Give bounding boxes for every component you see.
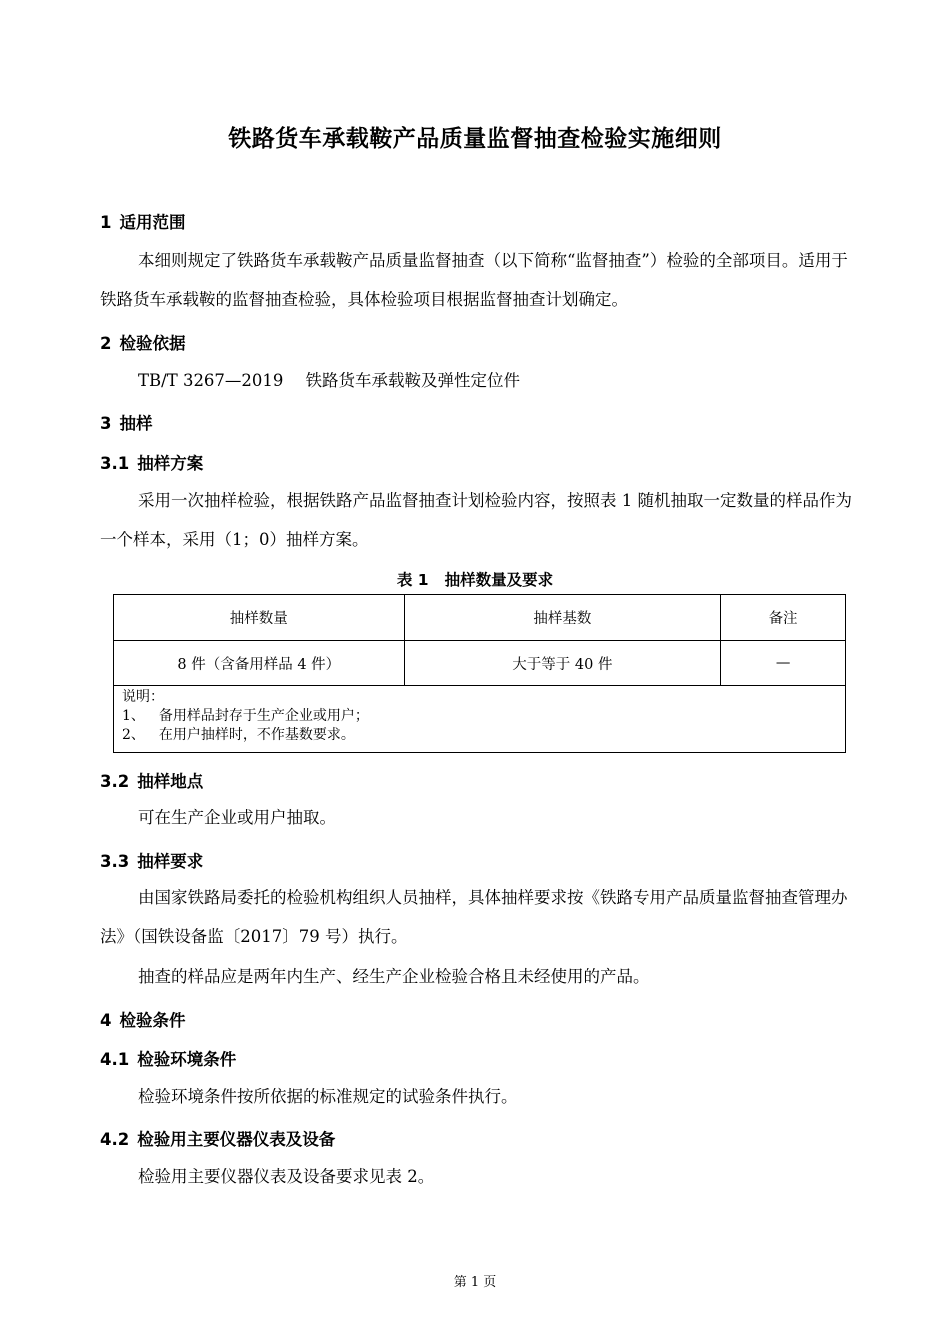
standard-name: 铁路货车承载鞍及弹性定位件: [305, 371, 520, 390]
table-header-cell: 备注: [721, 595, 846, 641]
section-number: 3.1: [100, 454, 130, 473]
section-title: 检验条件: [119, 1011, 186, 1030]
section-number: 3: [100, 414, 112, 433]
standard-reference: [100, 361, 860, 400]
section-heading-4: [100, 1007, 185, 1031]
section-title: 检验环境条件: [137, 1050, 237, 1069]
note-item: [122, 707, 837, 726]
section-heading-4-1: [100, 1046, 236, 1070]
table-header-cell: 抽样基数: [404, 595, 721, 641]
section-number: 4: [100, 1011, 112, 1030]
section-number: 4.1: [100, 1050, 130, 1069]
note-number: 1、: [122, 708, 145, 724]
section-heading-3-1: [100, 450, 203, 474]
section-title: 检验用主要仪器仪表及设备: [137, 1130, 336, 1149]
notes-label: 说明：: [122, 689, 164, 705]
table-number: 表 1: [396, 571, 429, 589]
sampling-plan-paragraph: 采用一次抽样检验，根据铁路产品监督抽查计划检验内容，按照表 1 随机抽取一定数量的样品作为一个样本，采用（1；0）抽样方案。: [100, 491, 852, 549]
section-number: 4.2: [100, 1130, 130, 1149]
note-text: 备用样品封存于生产企业或用户；: [158, 708, 369, 724]
section-heading-3-2: [100, 768, 203, 792]
scope-paragraph: 本细则规定了铁路货车承载鞍产品质量监督抽查（以下简称“监督抽查”）检验的全部项目。适用于铁路货车承载鞍的监督抽查检验，具体检验项目根据监督抽查计划确定。: [100, 251, 848, 309]
note-number: 2、: [122, 727, 145, 743]
table-notes-row: [114, 686, 846, 753]
table-cell: —: [721, 641, 846, 686]
section-heading-1: [100, 209, 185, 233]
section-number: 3.2: [100, 772, 130, 791]
section-title: 抽样方案: [137, 454, 204, 473]
section-number: 3.3: [100, 852, 130, 871]
section-title: 适用范围: [119, 213, 186, 232]
section-heading-4-2: [100, 1126, 335, 1150]
section-number: 1: [100, 213, 112, 232]
instrument-paragraph: 检验用主要仪器仪表及设备要求见表 2。: [138, 1167, 435, 1186]
note-text: 在用户抽样时，不作基数要求。: [158, 727, 355, 743]
section-number: 2: [100, 334, 112, 353]
note-item: [122, 726, 837, 745]
table-row: [114, 641, 846, 686]
section-title: 检验依据: [119, 334, 186, 353]
table-header-row: [114, 595, 846, 641]
table-cell: 8 件（含备用样品 4 件）: [114, 641, 405, 686]
page-title: 铁路货车承载鞍产品质量监督抽查检验实施细则: [228, 126, 722, 152]
standard-code: TB/T 3267—2019: [138, 371, 284, 390]
table-header-cell: 抽样数量: [114, 595, 405, 641]
section-heading-2: [100, 330, 185, 354]
section-title: 抽样地点: [137, 772, 204, 791]
table-title: 抽样数量及要求: [444, 571, 554, 589]
section-heading-3: [100, 410, 152, 434]
table-notes: [114, 686, 846, 753]
environment-paragraph: 检验环境条件按所依据的标准规定的试验条件执行。: [138, 1087, 518, 1106]
sampling-table: [113, 594, 846, 753]
section-title: 抽样要求: [137, 852, 204, 871]
section-heading-3-3: [100, 848, 203, 872]
page-number: 第 1 页: [453, 1275, 497, 1290]
sampling-requirement-paragraph: 由国家铁路局委托的检验机构组织人员抽样，具体抽样要求按《铁路专用产品质量监督抽查管理办法》（国铁设备监〔2017〕79 号）执行。: [100, 888, 848, 946]
section-title: 抽样: [119, 414, 153, 433]
table-caption: [0, 568, 950, 590]
table-cell: 大于等于 40 件: [404, 641, 721, 686]
sampling-location-paragraph: 可在生产企业或用户抽取。: [138, 808, 336, 827]
sample-condition-paragraph: 抽查的样品应是两年内生产、经生产企业检验合格且未经使用的产品。: [138, 967, 650, 986]
